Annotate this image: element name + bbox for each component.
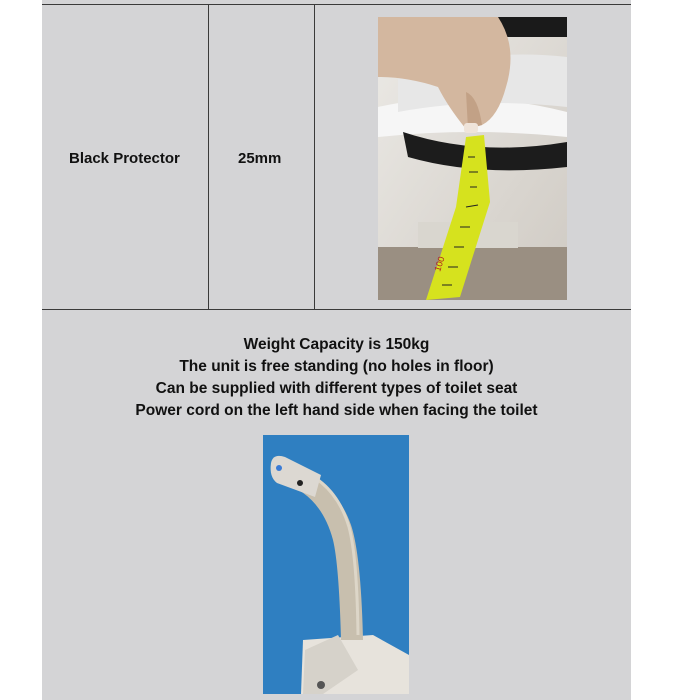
tape-measure-photo [378,17,567,300]
table-column-divider-2 [314,4,315,310]
spec-sheet [42,0,631,700]
table-row-divider [42,309,631,310]
product-notes [42,334,631,422]
tape-mark-label: 100 [432,255,447,273]
item-name-cell: Black Protector [69,150,180,167]
control-arm-photo [263,435,409,694]
table-column-divider-1 [208,4,209,310]
note-line: The unit is free standing (no holes in floor) [179,358,494,375]
note-line: Power cord on the left hand side when facing the toilet [135,402,538,419]
note-line: Can be supplied with different types of toilet seat [155,380,518,397]
measurement-cell: 25mm [238,150,282,167]
table-top-border [42,4,631,5]
note-line: Weight Capacity is 150kg [243,336,430,353]
